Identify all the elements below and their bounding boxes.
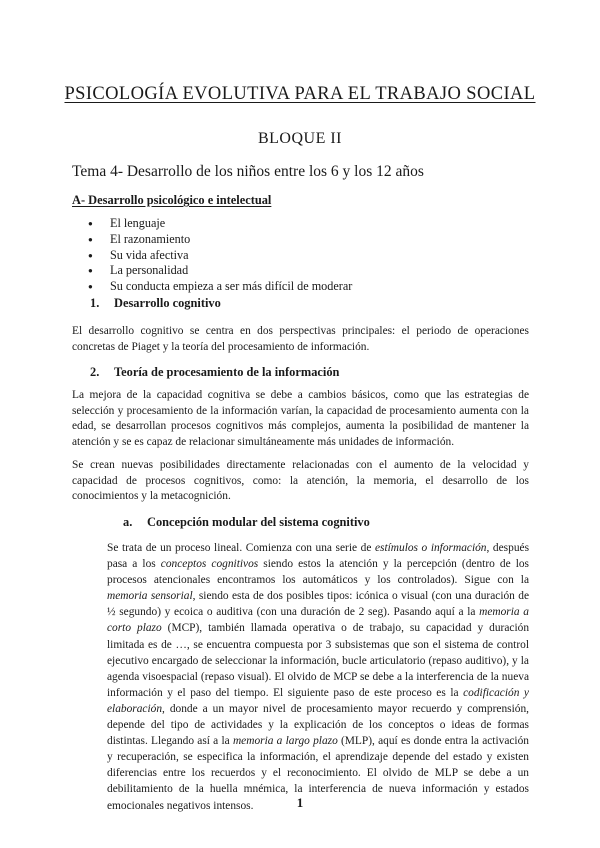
italic-term: memoria a largo plazo xyxy=(232,735,338,748)
italic-term: memoria sensorial xyxy=(107,590,193,603)
text-run: , siendo esta de dos posibles tipos: icónica o visual (con una duración de ½ segundo) y ecoica o auditiva (con una duración de 2 seg). Pasando aquí a la xyxy=(107,590,529,619)
list-item: ● La personalidad xyxy=(88,263,352,279)
paragraph-mejora-capacidad: La mejora de la capacidad cognitiva se debe a cambios básicos, como que las estrategias de selección y procesamiento de la información varían, la capacidad de procesamiento aumenta con la edad, se desarrollan procesos cognitivos más complejos, aumenta la posibilidad de mantener la atención y se es capaz de relacionar simultáneamente más unidades de información. xyxy=(72,389,529,448)
paragraph-nuevas-posibilidades: Se crean nuevas posibilidades directamente relacionadas con el aumento de la velocidad y capacidad de procesos cognitivos, como: la atención, la memoria, el desarrollo de los conocimientos y la metacognición. xyxy=(72,459,529,503)
text-run: , después pasa a los xyxy=(107,542,529,571)
paragraph-perspectivas: El desarrollo cognitivo se centra en dos perspectivas principales: el periodo de operaciones concretas de Piaget y la teoría del procesamiento de información. xyxy=(72,325,529,353)
heading-label: Concepción modular del sistema cognitivo xyxy=(147,515,370,529)
list-item: ● El lenguaje xyxy=(88,216,352,232)
text-run: (MCP), también llamada operativa o de trabajo, su capacidad y duración limitada es de …, se encuentra compuesta por 3 subsistemas que son el sistema de control ejecutivo encargado de seleccionar la información, bucle articulatorio (repaso auditivo), y la agenda visoespacial (repaso visual). El olvido de MCP se debe a la interferencia de la nueva información y el paso del tiempo. El siguiente paso de este proceso es la xyxy=(107,622,530,699)
page-number: 1 xyxy=(296,795,304,810)
text-run: , donde a un mayor nivel de procesamiento mayor recuerdo y comprensión, depende del tipo de actividades y la explicación de los conceptos o ideas de formas distintas. Llegando así a la xyxy=(107,702,529,748)
text-run: Se trata de un proceso lineal. Comienza con una serie de xyxy=(107,542,375,554)
italic-term: codificación y elaboración xyxy=(107,686,529,715)
heading-label: Teoría de procesamiento de la información xyxy=(114,365,340,379)
italic-term: estímulos o información xyxy=(374,542,487,554)
text-run: siendo estos la atención y la percepción (dentro de los procesos atencionales encontramos los automáticos y los controlados). Sigue con la xyxy=(107,558,529,587)
heading-number: a. xyxy=(123,515,133,529)
topic-heading: Tema 4- Desarrollo de los niños entre los 6 y los 12 años xyxy=(72,163,424,180)
italic-term: conceptos cognitivos xyxy=(160,558,259,571)
list-item: ● Su vida afectiva xyxy=(88,248,352,264)
italic-term: memoria a corto plazo xyxy=(107,606,529,635)
heading-number: 2. xyxy=(90,365,100,379)
document-title: PSICOLOGÍA EVOLUTIVA PARA EL TRABAJO SOCIAL xyxy=(64,84,536,104)
document-subtitle: BLOQUE II xyxy=(257,130,343,147)
section-a-heading: A- Desarrollo psicológico e intelectual xyxy=(72,193,272,207)
heading-concepcion-modular xyxy=(123,515,370,530)
heading-desarrollo-cognitivo xyxy=(90,296,221,311)
list-item: ● El razonamiento xyxy=(88,232,352,248)
text-run: (MLP), aquí es donde entra la activación y recuperación, se especifica la información, el aprendizaje depende del estado y existen diferencias entre los recuerdos y el reconocimiento. El olvido de MLP se debe a un debilitamiento de la huella mnémica, la interferencia de nueva información y estados emocionales negativos intensos. xyxy=(107,735,529,812)
paragraph-proceso-lineal xyxy=(107,540,529,814)
list-item: ● Su conducta empieza a ser más difícil de moderar xyxy=(88,279,352,295)
heading-label: Desarrollo cognitivo xyxy=(114,296,221,310)
bullet-list xyxy=(88,216,352,295)
heading-number: 1. xyxy=(90,296,100,310)
heading-procesamiento xyxy=(90,365,339,380)
